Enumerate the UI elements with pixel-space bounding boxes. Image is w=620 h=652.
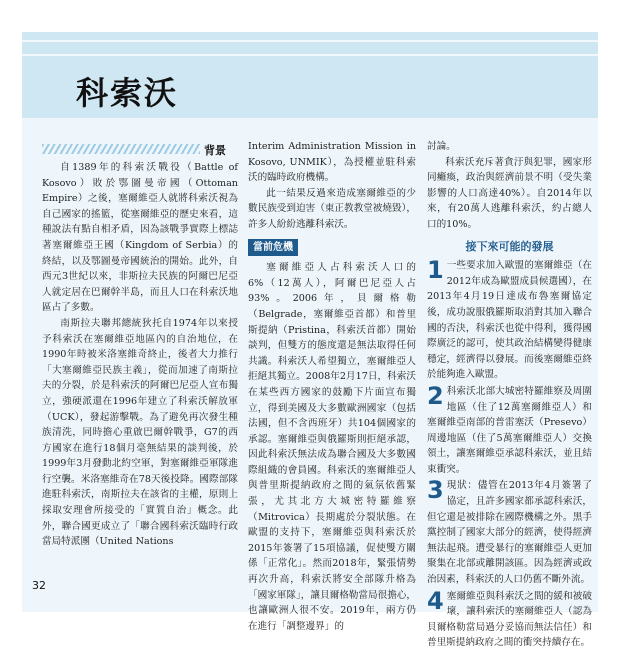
item-text: 一些要求加入歐盟的塞爾維亞（在2012年成為歐盟成員候選國），在2013年4月19日達成布魯塞爾協定後，成功說服俄羅斯取消對其加入聯合國的否決，科索沃也從中得利，獲得國際廣泛的認可，使其政治結構變得健康穩定，經濟得以發展。而後塞爾維亞終於能夠進入歐盟。 <box>427 260 592 381</box>
item-number: 4 <box>427 586 444 615</box>
list-item <box>427 381 592 478</box>
column-2 <box>248 139 416 634</box>
section-heading-next-steps: 接下來可能的發展 <box>465 239 554 253</box>
section-heading-background: 背景 <box>204 144 226 157</box>
paragraph: 討論。 <box>427 141 456 152</box>
item-text: 塞爾維亞與科索沃之間的緩和被破壞，讓科索沃的塞爾維亞人（認為貝爾格勒當局過分妥協而無法信任）和普里斯提納政府之間的衝突持續存在。 <box>427 590 592 649</box>
paragraph: 南斯拉夫聯邦總統狄托自1974年以來授予科索沃在塞爾維亞地區內的自治地位，在1990年時被米洛塞維奇終止，後者大力推行「大塞爾維亞民族主義」，從而加速了南斯拉夫的分裂，於是科索沃的阿爾巴尼亞人宣布獨立，強硬派還在1996年建立了科索沃解放軍（UCK），發起游擊戰。為了避免再次發生種族清洗，同時擔心重啟巴爾幹戰爭，G7的西方國家在進行18個月毫無結果的談判後，於1999年3月發動北約空軍，對塞爾維亞軍隊進行空襲。米洛塞維奇在78天後投降。國際部隊進駐科索沃，南斯拉夫在該省的主權，原則上採取安理會所接受的「實質自治」概念。此外，聯合國更成立了「聯合國科索沃臨時行政當局特派團（United Nations <box>42 317 238 548</box>
section-hatch-decoration <box>42 144 200 154</box>
page-number: 32 <box>32 579 46 592</box>
paragraph: 科索沃充斥著貪汙與犯罪，國家形同癱瘓，政治與經濟前景不明（受失業影響的人口高達40%）。自2014年以來，有20萬人逃離科索沃，約占總人口的10%。 <box>427 156 592 230</box>
section-heading-current-crisis: 當前危機 <box>248 239 298 257</box>
book-page <box>22 32 598 649</box>
item-number: 3 <box>427 476 444 505</box>
paragraph: 塞爾維亞人占科索沃人口的6%（12萬人），阿爾巴尼亞人占93%。2006年，貝爾格勒（Belgrade，塞爾維亞首都）和普里斯提納（Pristina，科索沃首都）開始談判，但雙方的態度還是無法取得任何共識。科索沃人希望獨立，塞爾維亞人拒絕其獨立。2008年2月17日，科索沃在某些西方國家的鼓勵下片面宣布獨立，得到美國及大多數歐洲國家（包括法國，但不含西班牙）共104個國家的承認。塞爾維亞與俄羅斯則拒絕承認，因此科索沃無法成為聯合國及大多數國際組織的會員國。科索沃的塞爾維亞人與普里斯提納政府之間的氣氛依舊緊張，尤其北方大城密特羅維察（Mitrovica）長期處於分裂狀態。在歐盟的支持下，塞爾維亞與科索沃於2015年簽署了15項協議，促使雙方關係「正常化」。然而2018年，緊張情勢再次升高，科索沃將安全部隊升格為「國家軍隊」，讓貝爾格勒當局很擔心，也讓歐洲人很不安。2019年，兩方仍在進行「調整邊界」的 <box>248 262 416 632</box>
item-number: 2 <box>427 381 444 410</box>
list-item <box>427 586 592 651</box>
column-3 <box>427 139 592 652</box>
column-1 <box>42 160 238 550</box>
paragraph: Interim Administration Mission in Kosovo, UNMIK），為授權並駐科索沃的臨時政府機構。 <box>248 141 416 184</box>
page-title: 科索沃 <box>76 74 179 112</box>
item-number: 1 <box>427 256 444 285</box>
list-item <box>427 478 592 587</box>
list-item <box>427 258 592 383</box>
paragraph: 自1389年的科索沃戰役（Battle of Kosovo）敗於鄂圖曼帝國（Ottoman Empire）之後，塞爾維亞人就將科索沃視為自己國家的搖籃，從塞爾維亞的歷史來看，這種說法有點自相矛盾，因為該戰爭實際上標誌著塞爾維亞王國（Kingdom of Serbia）的終結，以及鄂圖曼帝國統治的開始。此外，自西元3世紀以來，非斯拉夫民族的阿爾巴尼亞人就定居在巴爾幹半島，而且人口在科索沃地區占了多數。 <box>42 162 238 314</box>
paragraph: 此一結果反過來造成塞爾維亞的少數民族受到迫害（東正教教堂被燒毀），許多人紛紛逃離科索沃。 <box>248 187 416 230</box>
item-text: 現狀：儘管在2013年4月簽署了協定，且許多國家都承認科索沃，但它還是被排除在國際機構之外。黑手黨控制了國家大部分的經濟，使得經濟無法起飛。遭受暴行的塞爾維亞人更加聚集在北部或離開該區。因為經濟或政治因素，科索沃的人口仍舊不斷外流。 <box>427 480 592 586</box>
item-text: 科索沃北部大城密特羅維察及周圍地區（住了12萬塞爾維亞人）和塞爾維亞南部的普雷塞沃（Presevo）周邊地區（住了5萬塞爾維亞人）交換領土，讓塞爾維亞承認科索沃，並且結束衝突。 <box>427 385 592 475</box>
